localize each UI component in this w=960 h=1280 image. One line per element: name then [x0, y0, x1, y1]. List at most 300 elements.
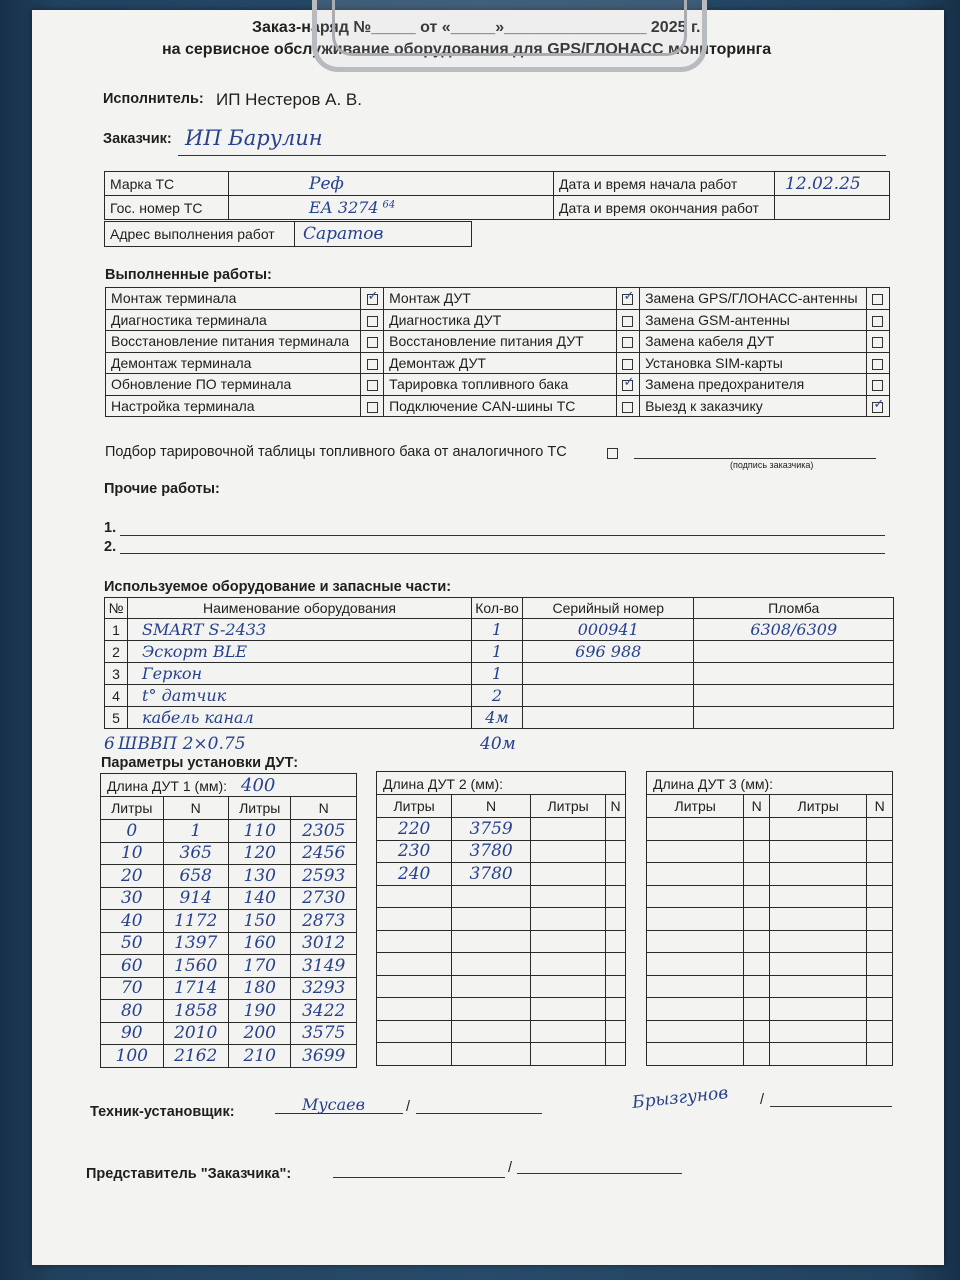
checkbox[interactable] — [872, 316, 883, 327]
checkbox[interactable] — [367, 337, 378, 348]
technician-slash-2: / — [760, 1092, 765, 1108]
dut-cell — [291, 910, 357, 933]
equipment-name-cell — [128, 663, 472, 685]
dut-cell — [163, 1022, 228, 1045]
work-label: Монтаж терминала — [106, 288, 361, 310]
dut-cell — [101, 865, 164, 888]
vehicle-table — [104, 171, 890, 220]
dut-cell — [744, 863, 770, 886]
dut-cell — [377, 1020, 452, 1043]
dut-cell — [647, 975, 744, 998]
checkbox[interactable] — [622, 337, 633, 348]
dut-value: 3780 — [469, 841, 513, 862]
dut-cell — [101, 932, 164, 955]
dut-cell — [377, 908, 452, 931]
end-label: Дата и время окончания работ — [554, 196, 775, 220]
dut-cell — [744, 1043, 770, 1066]
dut-value: 3422 — [302, 1000, 346, 1021]
dut-cell — [101, 820, 164, 843]
equipment-qty: 1 — [491, 664, 503, 683]
dut-cell — [647, 1043, 744, 1066]
equipment-number: 5 — [105, 707, 128, 729]
dut-cell — [452, 885, 531, 908]
dut-cell — [647, 998, 744, 1021]
work-check-cell[interactable] — [360, 331, 383, 353]
dut-value: 80 — [120, 1000, 143, 1021]
dut-cell — [769, 885, 866, 908]
dut-cell — [377, 953, 452, 976]
dut-cell — [291, 865, 357, 888]
check-mark-icon: ✓ — [623, 375, 635, 391]
equipment-seal-cell — [694, 707, 894, 729]
dut-cell — [606, 930, 626, 953]
works-table — [105, 287, 890, 417]
dut-cell — [769, 953, 866, 976]
dut-cell — [867, 908, 893, 931]
work-label: Монтаж ДУТ — [384, 288, 617, 310]
equipment-serial-cell — [523, 641, 694, 663]
dut-cell — [744, 998, 770, 1021]
checked-checkbox[interactable] — [622, 289, 635, 305]
equipment-number: 4 — [105, 685, 128, 707]
work-check-cell[interactable] — [866, 395, 889, 417]
dut-row — [101, 1000, 357, 1023]
dut-value: 3149 — [302, 955, 346, 976]
dut-value: 30 — [120, 888, 143, 909]
dut-cell — [228, 1000, 291, 1023]
equipment-name: кабель канал — [142, 708, 254, 727]
technician-sign-line-1[interactable] — [275, 1113, 403, 1114]
equipment-row — [105, 663, 894, 685]
equipment-row — [105, 707, 894, 729]
dut-value: 100 — [115, 1045, 148, 1066]
work-check-cell[interactable] — [866, 309, 889, 331]
plate-region: 64 — [382, 199, 396, 211]
technician-name-line-1[interactable] — [416, 1113, 542, 1114]
dut-cell — [647, 1020, 744, 1043]
calibration-checkbox[interactable] — [607, 448, 618, 459]
dut-value: 1 — [190, 820, 202, 841]
checkbox[interactable] — [367, 380, 378, 391]
equipment-table — [104, 597, 894, 729]
dut-cell — [744, 930, 770, 953]
dut-cell — [606, 908, 626, 931]
dut-row — [647, 1020, 893, 1043]
checkbox[interactable] — [367, 359, 378, 370]
work-check-cell[interactable] — [360, 309, 383, 331]
dut-value: 210 — [243, 1045, 276, 1066]
work-check-cell[interactable] — [616, 309, 639, 331]
equipment-seal: 6308/6309 — [750, 620, 838, 639]
dut-cell — [377, 885, 452, 908]
dut-cell — [163, 1045, 228, 1068]
dut-cell — [228, 977, 291, 1000]
dut-row — [647, 840, 893, 863]
dut-row — [377, 930, 626, 953]
dut-cell — [101, 1000, 164, 1023]
works-row — [106, 288, 890, 310]
dut-cell — [530, 1043, 605, 1066]
equipment-serial: 000941 — [577, 620, 639, 639]
dut-cell — [377, 818, 452, 841]
equipment-qty: 2 — [491, 686, 503, 705]
dut-row — [647, 908, 893, 931]
checked-checkbox[interactable] — [872, 396, 885, 413]
work-label: Обновление ПО терминала — [106, 374, 361, 396]
dut-row — [101, 932, 357, 955]
brand-value: Реф — [309, 173, 344, 194]
equipment-number: 1 — [105, 619, 128, 641]
dut-cell — [377, 840, 452, 863]
dut-cell — [530, 953, 605, 976]
dut-value: 1560 — [174, 955, 218, 976]
work-label: Подключение CAN-шины ТС — [384, 395, 617, 417]
dut-value: 3293 — [302, 978, 346, 999]
equipment-seal-cell — [694, 663, 894, 685]
work-check-cell[interactable] — [616, 288, 639, 310]
dut-row — [101, 820, 357, 843]
equipment-serial-cell — [523, 619, 694, 641]
dut-value: 140 — [243, 888, 276, 909]
checkbox[interactable] — [872, 359, 883, 370]
dut-value: 20 — [120, 865, 143, 886]
equipment-qty: 1 — [491, 642, 503, 661]
dut-value: 2873 — [302, 910, 346, 931]
dut-cell — [769, 998, 866, 1021]
dut-value: 1858 — [174, 1000, 218, 1021]
dut-row — [377, 840, 626, 863]
dut-cell — [291, 932, 357, 955]
dut-value: 10 — [120, 843, 143, 864]
dut-cell — [530, 840, 605, 863]
equipment-number: 3 — [105, 663, 128, 685]
dut-value: 2456 — [302, 843, 346, 864]
dut-cell — [647, 908, 744, 931]
dut-cell — [744, 1020, 770, 1043]
other-work-2-line[interactable] — [120, 553, 885, 554]
customer-signature-line[interactable] — [634, 458, 876, 459]
dut-cell — [647, 930, 744, 953]
checkbox[interactable] — [622, 316, 633, 327]
dut-cell — [291, 842, 357, 865]
work-label: Тарировка топливного бака — [384, 374, 617, 396]
dut-cell — [291, 1022, 357, 1045]
address-table — [104, 221, 472, 247]
equipment-qty-cell — [471, 619, 522, 641]
work-label: Диагностика терминала — [106, 309, 361, 331]
representative-sign-line[interactable] — [333, 1177, 505, 1178]
work-label: Диагностика ДУТ — [384, 309, 617, 331]
dut-value: 50 — [120, 933, 143, 954]
work-check-cell[interactable] — [360, 288, 383, 310]
equipment-header: Серийный номер — [523, 598, 694, 619]
customer-underline — [178, 155, 886, 156]
dut-row — [647, 975, 893, 998]
dut-cell — [377, 930, 452, 953]
checkbox[interactable] — [872, 337, 883, 348]
equipment-serial-cell — [523, 663, 694, 685]
dut-cell — [530, 908, 605, 931]
dut-row — [377, 953, 626, 976]
works-row — [106, 395, 890, 417]
dut-value: 3780 — [469, 863, 513, 884]
dut-value: 2305 — [302, 820, 346, 841]
dut-cell — [769, 908, 866, 931]
dut-cell — [530, 998, 605, 1021]
brand-label: Марка ТС — [105, 172, 229, 196]
dut-cell — [744, 975, 770, 998]
dut-cell — [867, 998, 893, 1021]
calibration-label: Подбор тарировочной таблицы топливного бака от аналогичного ТС — [105, 444, 567, 460]
dut-cell — [101, 842, 164, 865]
dut-row — [377, 818, 626, 841]
equipment-name-cell — [128, 685, 472, 707]
dut-cell — [452, 975, 531, 998]
equipment-qty-cell — [471, 707, 522, 729]
dut-row — [101, 977, 357, 1000]
equipment-row — [105, 619, 894, 641]
dut-value: 150 — [243, 910, 276, 931]
checkbox[interactable] — [872, 380, 883, 391]
dut-row — [377, 863, 626, 886]
dut-cell — [163, 820, 228, 843]
dut-value: 3575 — [302, 1023, 346, 1044]
dut-row — [101, 955, 357, 978]
dut-row — [377, 1043, 626, 1066]
dut-column-header: Литры — [647, 795, 744, 818]
equipment-serial: 696 988 — [575, 642, 642, 661]
dut-cell — [530, 975, 605, 998]
work-label: Восстановление питания терминала — [106, 331, 361, 353]
dut-cell — [530, 930, 605, 953]
work-check-cell[interactable] — [616, 352, 639, 374]
start-cell — [775, 172, 890, 196]
dut-cell — [647, 885, 744, 908]
checkbox[interactable] — [367, 402, 378, 413]
dut-row — [647, 885, 893, 908]
equipment-header: № — [105, 598, 128, 619]
dut-value: 230 — [397, 841, 431, 862]
dut-value: 190 — [243, 1000, 276, 1021]
dut-cell — [291, 1045, 357, 1068]
dut-cell — [606, 840, 626, 863]
equipment-seal-cell — [694, 685, 894, 707]
checkbox[interactable] — [367, 316, 378, 327]
dut-value: 130 — [243, 865, 276, 886]
dut-cell — [530, 885, 605, 908]
dut-value: 220 — [397, 818, 431, 839]
dut-column-header: Литры — [769, 795, 866, 818]
dut-value: 914 — [179, 888, 212, 909]
dut-value: 2162 — [174, 1045, 218, 1066]
technician-label: Техник-установщик: — [90, 1104, 235, 1120]
works-row — [106, 331, 890, 353]
dut-cell — [377, 1043, 452, 1066]
equipment-header: Кол-во — [471, 598, 522, 619]
equipment-qty-cell — [471, 685, 522, 707]
checkbox[interactable] — [872, 294, 883, 305]
dut-table-2 — [376, 771, 626, 1066]
dut-value: 70 — [120, 978, 143, 999]
technician-name-line-2[interactable] — [770, 1106, 892, 1107]
dut-value: 1172 — [174, 910, 218, 931]
work-label: Демонтаж терминала — [106, 352, 361, 374]
dut-column-header: N — [606, 795, 626, 818]
dut-cell — [163, 932, 228, 955]
dut-table-3 — [646, 771, 893, 1066]
order-subtitle: на сервисное обслуживание оборудования для GPS/ГЛОНАСС мониторинга — [162, 41, 772, 58]
dut-cell — [452, 908, 531, 931]
dut-row — [647, 998, 893, 1021]
dut-cell — [228, 865, 291, 888]
dut-cell — [228, 820, 291, 843]
dut-value: 658 — [179, 865, 212, 886]
dut-column-header-row — [647, 795, 893, 818]
work-label: Восстановление питания ДУТ — [384, 331, 617, 353]
dut-cell — [291, 977, 357, 1000]
works-row — [106, 374, 890, 396]
dut-value: 1397 — [174, 933, 218, 954]
dut-row — [647, 953, 893, 976]
dut-value: 0 — [126, 820, 138, 841]
dut-cell — [606, 885, 626, 908]
dut-column-header: Литры — [377, 795, 452, 818]
dut-row — [377, 1020, 626, 1043]
dut-length-label: Длина ДУТ 3 (мм): — [653, 775, 773, 792]
dut-cell — [867, 930, 893, 953]
work-label: Замена кабеля ДУТ — [640, 331, 867, 353]
dut-cell — [769, 975, 866, 998]
work-check-cell[interactable] — [360, 395, 383, 417]
checked-checkbox[interactable] — [622, 375, 635, 391]
equipment-name: Эскорт BLE — [142, 642, 247, 661]
dut-cell — [452, 1043, 531, 1066]
dut-cell — [291, 955, 357, 978]
dut-cell — [163, 910, 228, 933]
dut-table-1 — [100, 773, 357, 1068]
dut-cell — [452, 1020, 531, 1043]
dut-value: 1714 — [174, 978, 218, 999]
work-check-cell[interactable] — [866, 374, 889, 396]
equipment-serial-cell — [523, 707, 694, 729]
checked-checkbox[interactable] — [367, 289, 379, 305]
dut-cell — [769, 1043, 866, 1066]
technician-signature-1: Мусаев — [302, 1095, 365, 1114]
equipment-seal-cell — [694, 641, 894, 663]
dut-cell — [867, 840, 893, 863]
work-check-cell[interactable] — [616, 374, 639, 396]
dut-cell — [530, 818, 605, 841]
dut-value: 2010 — [174, 1023, 218, 1044]
dut-length-label: Длина ДУТ 2 (мм): — [383, 775, 503, 792]
work-check-cell[interactable] — [360, 352, 383, 374]
dut-row — [101, 887, 357, 910]
dut-cell — [452, 840, 531, 863]
dut-cell — [228, 932, 291, 955]
dut-length-row — [101, 774, 357, 797]
dut-cell — [769, 930, 866, 953]
equipment-number: 2 — [105, 641, 128, 663]
dut-length-row — [647, 772, 893, 795]
dut-cell — [744, 908, 770, 931]
work-label: Замена GPS/ГЛОНАСС-антенны — [640, 288, 867, 310]
address-cell — [295, 222, 472, 247]
work-check-cell[interactable] — [866, 331, 889, 353]
dut-length-label: Длина ДУТ 1 (мм): — [107, 777, 227, 794]
dut-column-header: N — [163, 797, 228, 820]
customer-label: Заказчик: — [103, 131, 172, 147]
dut-column-header: N — [867, 795, 893, 818]
work-check-cell[interactable] — [866, 288, 889, 310]
other-work-1-line[interactable] — [120, 535, 885, 536]
dut-column-header: N — [291, 797, 357, 820]
equipment-header: Наименование оборудования — [128, 598, 472, 619]
dut-cell — [101, 1022, 164, 1045]
dut-cell — [101, 955, 164, 978]
dut-row — [647, 818, 893, 841]
dut-cell — [452, 998, 531, 1021]
dut-cell — [291, 1000, 357, 1023]
dut-value: 3012 — [302, 933, 346, 954]
equipment-header-row — [105, 598, 894, 619]
dut-cell — [867, 863, 893, 886]
dut-cell — [744, 840, 770, 863]
check-mark-icon: ✓ — [873, 396, 885, 412]
dut-cell — [101, 910, 164, 933]
equipment-header: Пломба — [694, 598, 894, 619]
equipment-title: Используемое оборудование и запасные части: — [104, 579, 452, 595]
start-label: Дата и время начала работ — [554, 172, 775, 196]
work-label: Замена GSM-антенны — [640, 309, 867, 331]
dut-cell — [377, 975, 452, 998]
dut-row — [101, 1022, 357, 1045]
check-mark-icon: ✓ — [623, 289, 635, 305]
checkbox[interactable] — [622, 402, 633, 413]
dut-column-header: N — [452, 795, 531, 818]
dut-cell — [163, 1000, 228, 1023]
dut-cell — [163, 977, 228, 1000]
work-check-cell[interactable] — [616, 395, 639, 417]
dut-cell — [101, 887, 164, 910]
dut-row — [101, 865, 357, 888]
work-label: Замена предохранителя — [640, 374, 867, 396]
dut-cell — [769, 1020, 866, 1043]
start-value: 12.02.25 — [785, 173, 861, 194]
dut-value: 240 — [397, 863, 431, 884]
equipment-serial-cell — [523, 685, 694, 707]
checkbox[interactable] — [622, 359, 633, 370]
equipment-qty-cell — [471, 641, 522, 663]
dut-column-header: Литры — [101, 797, 164, 820]
work-check-cell[interactable] — [616, 331, 639, 353]
dut-column-header-row — [377, 795, 626, 818]
dut-value: 60 — [120, 955, 143, 976]
dut-cell — [228, 955, 291, 978]
representative-name-line[interactable] — [517, 1173, 682, 1174]
dut-cell — [452, 953, 531, 976]
equipment-name: t° датчик — [142, 686, 227, 705]
other-works-title: Прочие работы: — [104, 481, 220, 497]
dut-cell — [744, 818, 770, 841]
equipment-name-cell — [128, 707, 472, 729]
dut-title: Параметры установки ДУТ: — [101, 755, 299, 771]
dut-cell — [291, 820, 357, 843]
dut-cell — [606, 975, 626, 998]
clipboard-clip-inner — [332, 0, 687, 56]
work-check-cell[interactable] — [360, 374, 383, 396]
dut-column-header: Литры — [530, 795, 605, 818]
work-check-cell[interactable] — [866, 352, 889, 374]
